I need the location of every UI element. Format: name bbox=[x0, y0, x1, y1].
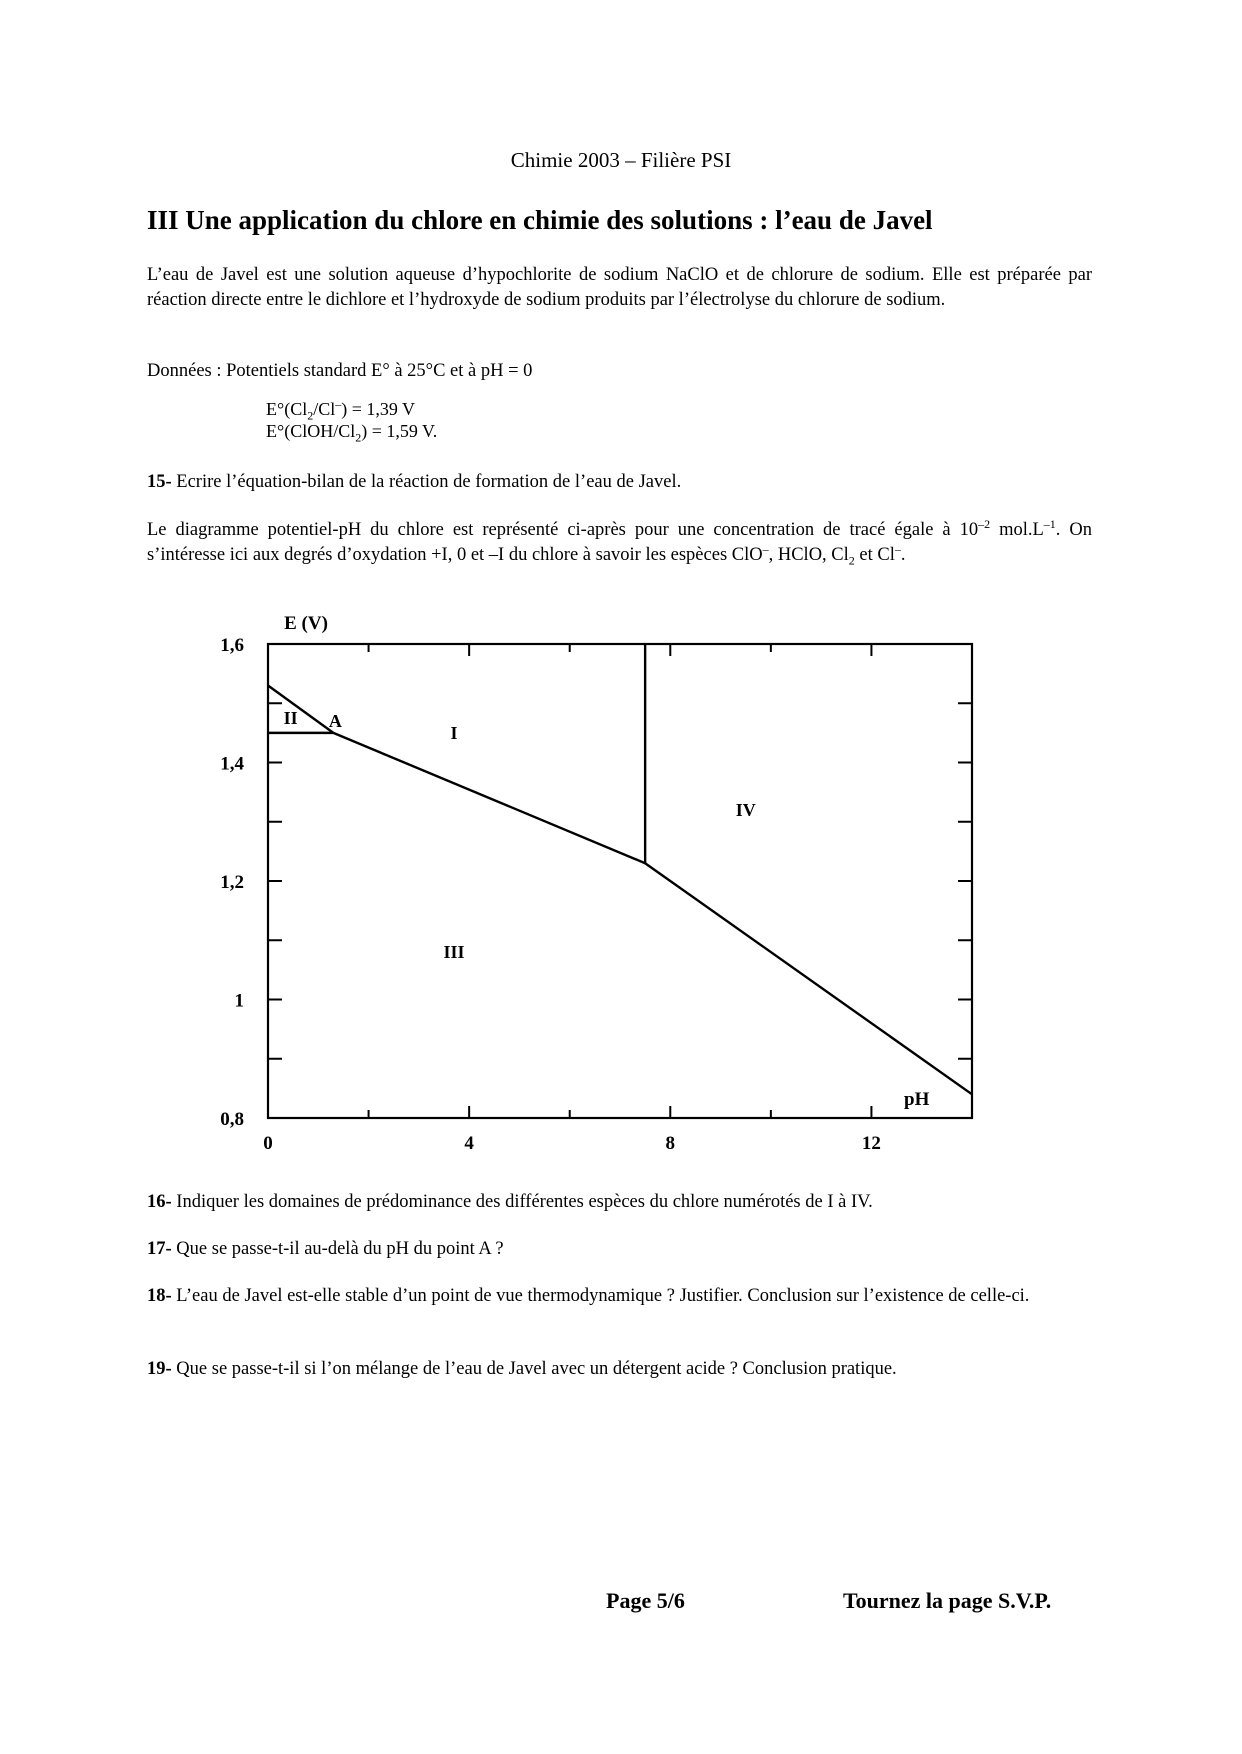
domain-label: IV bbox=[735, 799, 756, 820]
y-tick-label: 1,6 bbox=[220, 635, 244, 656]
x-tick-label: 12 bbox=[861, 1133, 881, 1154]
domain-label: III bbox=[443, 942, 465, 963]
intro-paragraph: L’eau de Javel est une solution aqueuse d’hypochlorite de sodium NaClO et de chlorure de sodium. Elle est préparée par réaction directe entre le dichlore et l’hydroxyde de sodium produits par l’électrolyse du chlorure de sodium. bbox=[147, 265, 1092, 310]
question-17: 17- Que se passe-t-il au-delà du pH du point A ? bbox=[147, 1239, 504, 1259]
question-18: 18- L’eau de Javel est-elle stable d’un point de vue thermodynamique ? Justifier. Conclusion sur l’existence de celle-ci. bbox=[147, 1286, 1030, 1306]
boundary-line bbox=[333, 733, 645, 863]
y-tick-label: 0,8 bbox=[220, 1109, 244, 1130]
y-tick-label: 1,4 bbox=[220, 753, 244, 775]
y-axis-label: E (V) bbox=[284, 613, 328, 634]
plot-frame bbox=[268, 644, 972, 1118]
x-tick-label: 8 bbox=[665, 1133, 676, 1154]
section-title: III Une application du chlore en chimie des solutions : l’eau de Javel bbox=[147, 205, 933, 235]
question-15: 15- Ecrire l’équation-bilan de la réaction de formation de l’eau de Javel. bbox=[147, 472, 682, 492]
x-tick-label: 0 bbox=[263, 1133, 273, 1154]
question-16: 16- Indiquer les domaines de prédominance des différentes espèces du chlore numérotés de I à IV. bbox=[147, 1192, 873, 1212]
y-tick-label: 1 bbox=[234, 990, 244, 1012]
page-header: Chimie 2003 – Filière PSI bbox=[510, 148, 732, 172]
data-line: Données : Potentiels standard E° à 25°C et à pH = 0 bbox=[147, 361, 533, 381]
domain-label: I bbox=[450, 722, 458, 743]
question-19: 19- Que se passe-t-il si l’on mélange de l’eau de Javel avec un détergent acide ? Conclusion pratique. bbox=[147, 1359, 897, 1379]
domain-label: II bbox=[283, 707, 298, 728]
diagram-intro: Le diagramme potentiel-pH du chlore est représenté ci-après pour une concentration de tracé égale à $10^{-2}$ $mol.L^{-1}$. On s’intéresse ici aux degrés d’oxydation +I, 0 et –I du chlore à savoir les espèces ClO–, HClO, $Cl_2$ et Cl–. bbox=[147, 516, 1092, 568]
turn-page-note: Tournez la page S.V.P. bbox=[843, 1588, 1052, 1613]
point-label: A bbox=[328, 710, 342, 731]
standard-potential-2: $E^\circ(ClOH/Cl_2) = 1,59$ V. bbox=[266, 421, 438, 445]
page-number: Page 5/6 bbox=[606, 1588, 685, 1613]
y-tick-label: 1,2 bbox=[220, 872, 244, 893]
boundary-line bbox=[645, 863, 972, 1094]
x-tick-label: 4 bbox=[464, 1133, 474, 1154]
standard-potential-1: $E^\circ(Cl_2/Cl^-) = 1,39$ V bbox=[266, 397, 416, 423]
boundary-line bbox=[268, 685, 333, 732]
x-axis-label: pH bbox=[904, 1089, 930, 1110]
